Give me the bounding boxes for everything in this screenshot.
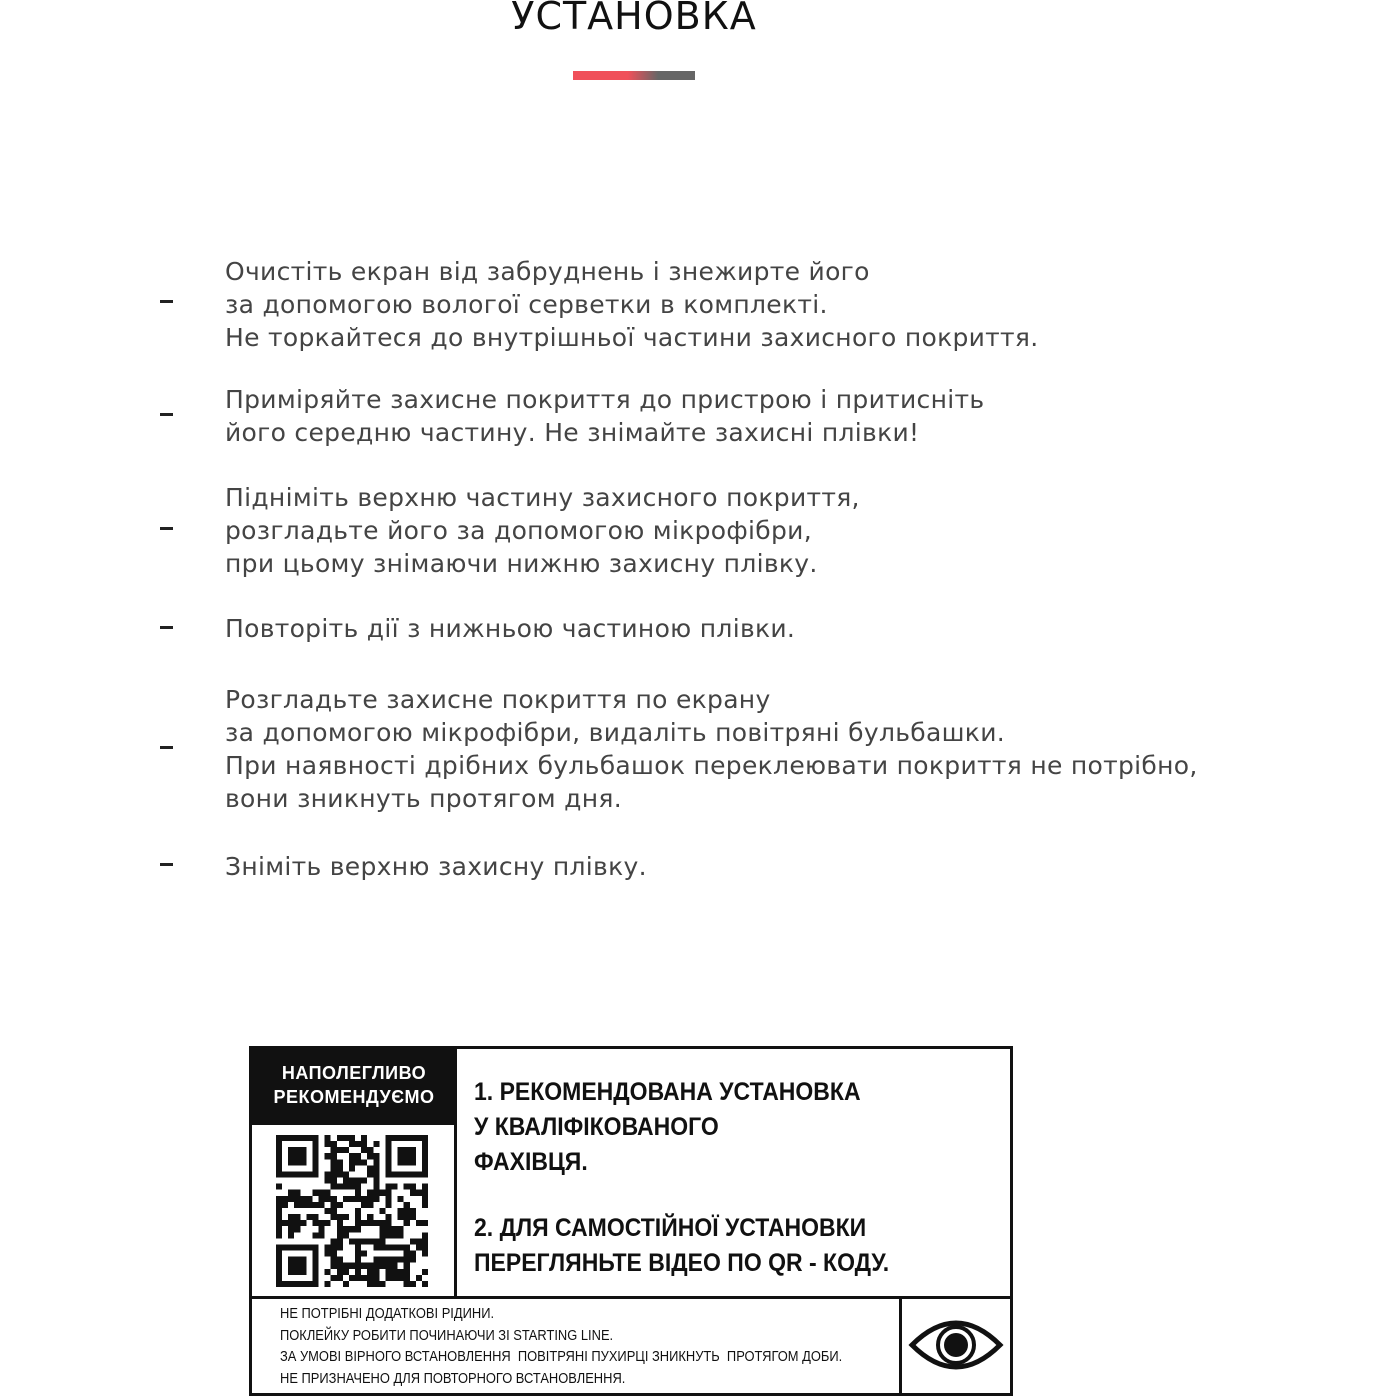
recommendation-point-1: 1. РЕКОМЕНДОВАНА УСТАНОВКА У КВАЛІФІКОВАНОГО ФАХІВЦЯ.	[474, 1078, 861, 1176]
qr-code-icon[interactable]	[276, 1135, 428, 1287]
divider	[252, 1296, 1010, 1299]
step-text: Підніміть верхню частину захисного покриття, розгладьте його за допомогою мікрофібри, при цьому знімаючи нижню захисну плівку.	[225, 483, 860, 578]
dash-bullet	[160, 626, 173, 629]
dash-bullet	[160, 300, 173, 303]
dash-bullet	[160, 746, 173, 749]
recommendation-card	[249, 1046, 1013, 1396]
recommendation-point-2: 2. ДЛЯ САМОСТІЙНОЇ УСТАНОВКИ ПЕРЕГЛЯНЬТЕ ВІДЕО ПО QR - КОДУ.	[474, 1214, 890, 1277]
divider	[899, 1296, 902, 1393]
title-underline	[573, 71, 695, 80]
recommend-badge: НАПОЛЕГЛИВО РЕКОМЕНДУЄМО	[252, 1049, 456, 1125]
installation-notes: НЕ ПОТРІБНІ ДОДАТКОВІ РІДИНИ. ПОКЛЕЙКУ РОБИТИ ПОЧИНАЮЧИ ЗІ STARTING LINE. ЗА УМОВІ ВІРНОГО ВСТАНОВЛЕННЯ ПОВІТРЯНІ ПУХИРЦІ ЗНИКНУТЬ ПРОТЯГОМ ДОБИ. НЕ ПРИЗНАЧЕНО ДЛЯ ПОВТОРНОГО ВСТАНОВЛЕННЯ.	[280, 1305, 843, 1387]
eye-icon	[908, 1313, 1004, 1377]
step-text: Очистіть екран від забруднень і знежирте його за допомогою вологої серветки в комплекті. Не торкайтеся до внутрішньої частини захисного покриття.	[225, 257, 1039, 352]
step-text: Зніміть верхню захисну плівку.	[225, 852, 647, 881]
step-text: Розгладьте захисне покриття по екрану за допомогою мікрофібри, видаліть повітряні бульбашки. При наявності дрібних бульбашок переклеювати покриття не потрібно, вони зникнуть протягом дня.	[225, 685, 1198, 813]
page-title: УСТАНОВКА	[511, 0, 757, 38]
dash-bullet	[160, 527, 173, 530]
step-text: Повторіть дії з нижньою частиною плівки.	[225, 614, 796, 643]
dash-bullet	[160, 863, 173, 866]
dash-bullet	[160, 413, 173, 416]
step-text: Приміряйте захисне покриття до пристрою і притисніть його середню частину. Не знімайте захисні плівки!	[225, 385, 985, 447]
divider	[454, 1049, 457, 1297]
